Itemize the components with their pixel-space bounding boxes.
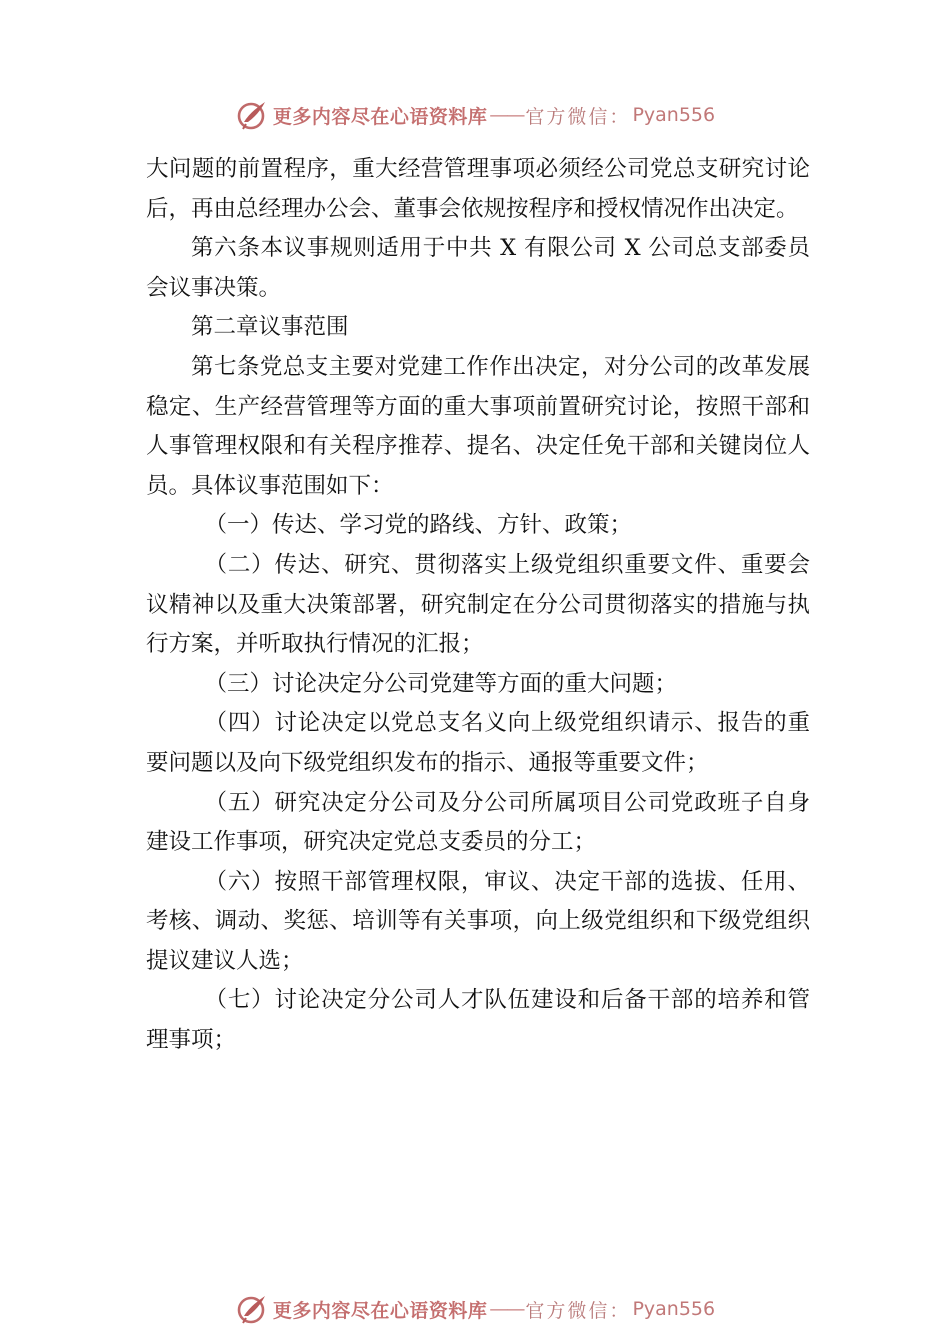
watermark-main-text: 更多内容尽在心语资料库 xyxy=(272,1299,488,1322)
article-7: 第七条党总支主要对党建工作作出决定，对分公司的改革发展稳定、生产经营管理等方面的重大事项前置研究讨论，按照干部和人事管理权限和有关程序推荐、提名、决定任免干部和关键岗位人员。具体议事范围如下： xyxy=(146,353,810,499)
watermark-wechat-id: Pyan556 xyxy=(632,104,716,126)
paragraph-continuation: 大问题的前置程序，重大经营管理事项必须经公司党总支研究讨论后，再由总经理办公会、董事会依规按程序和授权情况作出决定。 xyxy=(146,156,810,222)
list-item-6: （六）按照干部管理权限，审议、决定干部的选拔、任用、考核、调动、奖惩、培训等有关事项，向上级党组织和下级党组织提议建议人选； xyxy=(146,868,810,974)
quill-logo-icon xyxy=(235,1292,269,1326)
list-item-7: （七）讨论决定分公司人才队伍建设和后备干部的培养和管理事项； xyxy=(146,987,810,1054)
watermark-wechat-id: Pyan556 xyxy=(632,1298,716,1320)
watermark-wechat-label: 官方微信： xyxy=(525,105,631,128)
watermark-main-text: 更多内容尽在心语资料库 xyxy=(272,105,488,128)
list-item-1: （一）传达、学习党的路线、方针、政策； xyxy=(204,512,633,539)
watermark-footer xyxy=(0,1289,950,1329)
chapter-2-heading: 第二章议事范围 xyxy=(191,314,349,341)
list-item-4: （四）讨论决定以党总支名义向上级党组织请示、报告的重要问题以及向下级党组织发布的指示、通报等重要文件； xyxy=(146,710,810,776)
watermark-wechat-label: 官方微信： xyxy=(525,1299,631,1322)
article-6: 第六条本议事规则适用于中共 X 有限公司 X 公司总支部委员会议事决策。 xyxy=(146,235,810,301)
list-item-3: （三）讨论决定分公司党建等方面的重大问题； xyxy=(204,670,678,697)
watermark-header xyxy=(0,95,950,135)
list-item-2: （二）传达、研究、贯彻落实上级党组织重要文件、重要会议精神以及重大决策部署，研究制定在分公司贯彻落实的措施与执行方案，并听取执行情况的汇报； xyxy=(146,551,810,658)
watermark-dash: —— xyxy=(489,104,524,126)
document-body xyxy=(146,150,810,1061)
quill-logo-icon xyxy=(235,98,269,132)
list-item-5: （五）研究决定分公司及分公司所属项目公司党政班子自身建设工作事项，研究决定党总支委员的分工； xyxy=(146,789,810,856)
watermark-dash: —— xyxy=(489,1298,524,1320)
